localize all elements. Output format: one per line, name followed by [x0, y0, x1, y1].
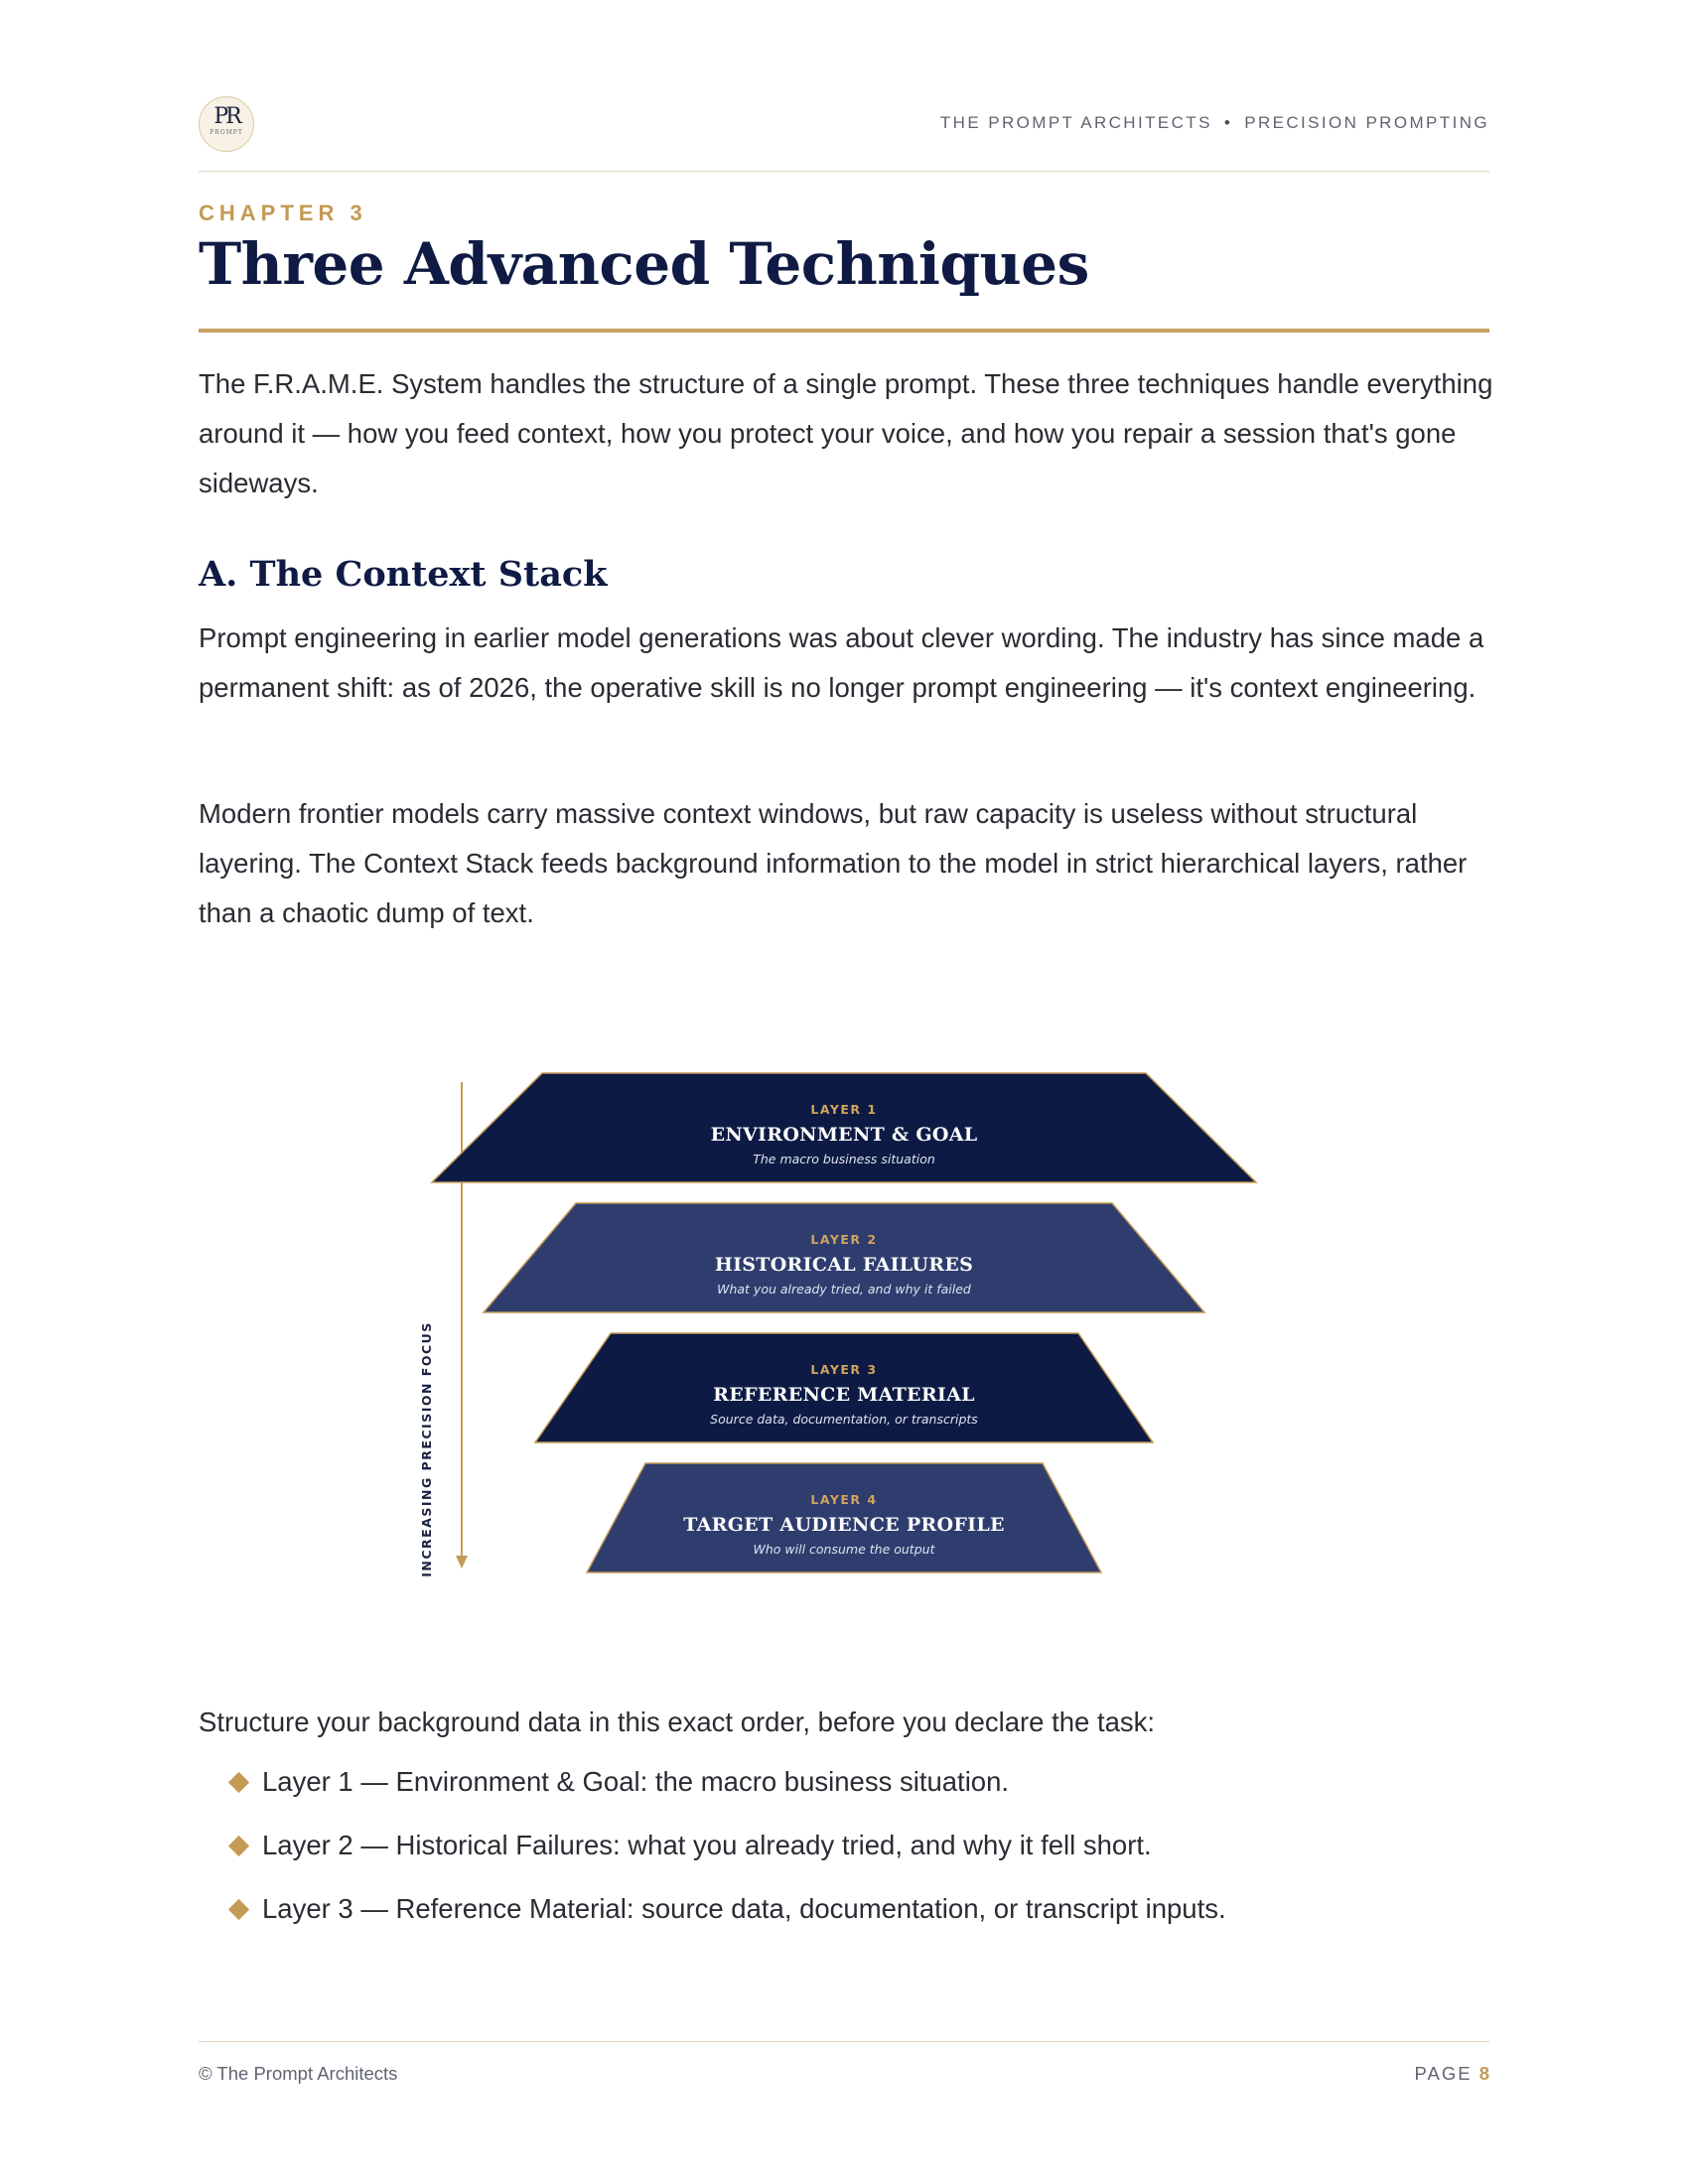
layer-1-description: The macro business situation — [753, 1152, 935, 1166]
layer-1-text — [546, 1102, 1142, 1166]
diamond-bullet-icon — [228, 1836, 249, 1856]
page-number — [1415, 2063, 1489, 2085]
brand-tagline: PRECISION PROMPTING — [1244, 113, 1489, 132]
layer-3-description: Source data, documentation, or transcripts — [710, 1412, 978, 1427]
footer-copyright: © The Prompt Architects — [199, 2063, 398, 2084]
intro-paragraph: The F.R.A.M.E. System handles the structure of a single prompt. These three techniques handle everything around it — how you feed context, how you protect your voice, and how you repair a session that's gone sideways. — [199, 368, 1493, 498]
header-separator: • — [1223, 113, 1233, 132]
section-title: A. The Context Stack — [199, 554, 608, 595]
brand-name: THE PROMPT ARCHITECTS — [939, 113, 1212, 132]
layer-2-description: What you already tried, and why it failed — [717, 1282, 971, 1297]
layer-3-text — [546, 1362, 1142, 1427]
list-item — [199, 1826, 1489, 1889]
logo-monogram: PR — [213, 104, 239, 129]
logo-subtext: PROMPT — [210, 129, 243, 136]
list-item — [199, 1889, 1489, 1953]
precision-axis-arrowhead — [456, 1556, 468, 1569]
layer-2-name: HISTORICAL FAILURES — [714, 1254, 974, 1276]
title-divider — [199, 329, 1489, 333]
layer-list — [199, 1762, 1489, 1953]
list-item-text: Layer 1 — Environment & Goal: the macro business situation. — [262, 1766, 1010, 1797]
diamond-bullet-icon — [228, 1899, 249, 1920]
list-item-text: Layer 3 — Reference Material: source data, documentation, or transcript inputs. — [262, 1893, 1226, 1924]
footer-divider — [199, 2041, 1489, 2042]
layer-4-text — [546, 1492, 1142, 1557]
body-paragraph-2: Modern frontier models carry massive context windows, but raw capacity is useless without structural layering. The Context Stack feeds background information to the model in strict hierarchical layers, rather than a chaotic dump of text. — [199, 798, 1468, 928]
list-item-text: Layer 2 — Historical Failures: what you already tried, and why it fell short. — [262, 1830, 1152, 1860]
running-header — [940, 113, 1489, 133]
body-paragraph-1: Prompt engineering in earlier model generations was about clever wording. The industry has since made a permanent shift: as of 2026, the operative skill is no longer prompt engineering — it's context engineering. — [199, 622, 1484, 703]
page-number-value: 8 — [1478, 2063, 1489, 2084]
brand-logo — [199, 96, 254, 152]
layer-3-name: REFERENCE MATERIAL — [713, 1384, 975, 1406]
layer-4-name: TARGET AUDIENCE PROFILE — [683, 1514, 1005, 1536]
axis-label: INCREASING PRECISION FOCUS — [419, 1321, 434, 1577]
chapter-title: Three Advanced Techniques — [199, 230, 1089, 298]
context-stack-diagram — [397, 1052, 1291, 1588]
diamond-bullet-icon — [228, 1772, 249, 1793]
header-divider — [199, 171, 1489, 172]
layer-2-number: LAYER 2 — [810, 1232, 878, 1247]
instruction-paragraph: Structure your background data in this exact order, before you declare the task: — [199, 1706, 1156, 1737]
layer-3-number: LAYER 3 — [810, 1362, 878, 1377]
layer-1-number: LAYER 1 — [810, 1102, 878, 1117]
page-label: PAGE — [1414, 2063, 1473, 2084]
chapter-kicker: CHAPTER 3 — [199, 201, 367, 225]
layer-2-text — [546, 1232, 1142, 1297]
layer-4-number: LAYER 4 — [810, 1492, 878, 1507]
layer-1-name: ENVIRONMENT & GOAL — [710, 1124, 978, 1146]
layer-4-description: Who will consume the output — [753, 1542, 935, 1557]
list-item — [199, 1762, 1489, 1826]
